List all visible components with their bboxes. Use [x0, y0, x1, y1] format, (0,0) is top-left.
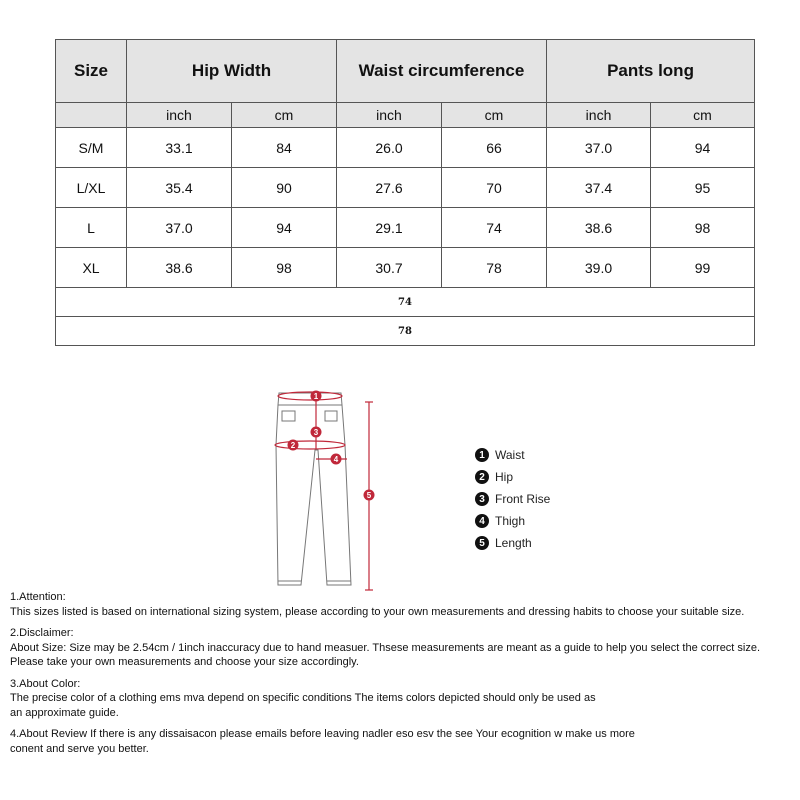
size-chart-table	[55, 39, 755, 346]
note-text: 4.About Review If there is any dissaisacon please emails before leaving nadler eso esv the see Your ecognition w make us more	[10, 728, 635, 740]
cell-hip-cm: 84	[232, 128, 337, 168]
legend-item-thigh	[475, 510, 550, 532]
note-color	[10, 677, 800, 721]
cell-hip-cm: 94	[232, 208, 337, 248]
cell-waist-cm: 70	[442, 168, 547, 208]
header-size: Size	[56, 40, 127, 103]
number-badge-icon: 4	[475, 514, 489, 528]
group-header-row	[56, 40, 755, 103]
marker-4	[331, 454, 342, 465]
note-text: This sizes listed is based on international sizing system, please according to your own measurements and dressing habits to choose your suitable size.	[10, 605, 745, 618]
number-badge-icon: 1	[475, 448, 489, 462]
header-waist: Waist circumference	[337, 40, 547, 103]
size-notes	[10, 590, 800, 763]
cell-hip-cm: 90	[232, 168, 337, 208]
unit-hip-inch: inch	[127, 103, 232, 128]
marker-1	[311, 391, 322, 402]
extra-row-value: 78	[56, 317, 755, 346]
svg-text:3: 3	[313, 428, 319, 437]
note-title: 1.Attention:	[10, 591, 66, 603]
cell-waist-inch: 29.1	[337, 208, 442, 248]
measurement-lines	[275, 392, 373, 590]
measurement-legend	[475, 444, 550, 554]
cell-hip-inch: 37.0	[127, 208, 232, 248]
unit-header-row	[56, 103, 755, 128]
legend-label: Thigh	[495, 514, 526, 528]
unit-blank	[56, 103, 127, 128]
cell-waist-inch: 26.0	[337, 128, 442, 168]
unit-waist-inch: inch	[337, 103, 442, 128]
extra-row-value: 74	[56, 288, 755, 317]
svg-text:1: 1	[313, 392, 319, 401]
legend-item-hip	[475, 466, 550, 488]
pants-outline	[276, 393, 351, 585]
unit-hip-cm: cm	[232, 103, 337, 128]
table-row	[56, 128, 755, 168]
cell-waist-inch: 27.6	[337, 168, 442, 208]
cell-hip-inch: 33.1	[127, 128, 232, 168]
cell-waist-cm: 78	[442, 248, 547, 288]
cell-hip-inch: 35.4	[127, 168, 232, 208]
note-text: The precise color of a clothing ems mva depend on specific conditions The items colors depicted should only be used as	[10, 692, 596, 704]
legend-item-waist	[475, 444, 550, 466]
cell-length-cm: 95	[651, 168, 755, 208]
note-title: 2.Disclaimer:	[10, 627, 74, 639]
cell-hip-inch: 38.6	[127, 248, 232, 288]
marker-2	[288, 440, 299, 451]
cell-length-inch: 38.6	[547, 208, 651, 248]
cell-size: S/M	[56, 128, 127, 168]
legend-item-front-rise	[475, 488, 550, 510]
extra-row	[56, 288, 755, 317]
table-row	[56, 208, 755, 248]
cell-size: XL	[56, 248, 127, 288]
cell-size: L/XL	[56, 168, 127, 208]
note-title: 3.About Color:	[10, 677, 81, 690]
table-row	[56, 168, 755, 208]
cell-length-cm: 94	[651, 128, 755, 168]
cell-length-cm: 98	[651, 208, 755, 248]
note-review	[10, 727, 800, 756]
legend-label: Front Rise	[495, 492, 551, 506]
header-pants-long: Pants long	[547, 40, 755, 103]
header-hip-width: Hip Width	[127, 40, 337, 103]
cell-length-cm: 99	[651, 248, 755, 288]
legend-label: Length	[495, 536, 532, 550]
note-attention	[10, 590, 800, 619]
note-disclaimer	[10, 626, 800, 670]
marker-3	[311, 427, 322, 438]
legend-label: Waist	[495, 448, 525, 462]
cell-waist-cm: 66	[442, 128, 547, 168]
table-row	[56, 248, 755, 288]
legend-label: Hip	[495, 470, 514, 484]
cell-size: L	[56, 208, 127, 248]
cell-length-inch: 37.0	[547, 128, 651, 168]
number-badge-icon: 5	[475, 536, 489, 550]
svg-text:4: 4	[333, 455, 339, 464]
extra-row	[56, 317, 755, 346]
cell-hip-cm: 98	[232, 248, 337, 288]
unit-waist-cm: cm	[442, 103, 547, 128]
unit-length-inch: inch	[547, 103, 651, 128]
pants-measurement-diagram	[265, 385, 395, 595]
cell-waist-inch: 30.7	[337, 248, 442, 288]
cell-waist-cm: 74	[442, 208, 547, 248]
cell-length-inch: 37.4	[547, 168, 651, 208]
legend-item-length	[475, 532, 550, 554]
note-text: Please take your own measurements and choose your size accordingly.	[10, 656, 359, 668]
number-badge-icon: 2	[475, 470, 489, 484]
note-text: conent and serve you better.	[10, 742, 149, 755]
number-badge-icon: 3	[475, 492, 489, 506]
unit-length-cm: cm	[651, 103, 755, 128]
svg-text:2: 2	[290, 441, 296, 450]
svg-text:5: 5	[366, 491, 372, 500]
note-text: About Size: Size may be 2.54cm / 1inch inaccuracy due to hand measuer. Thsese measurements are meant as a guide to help you select the correct size.	[10, 641, 761, 654]
cell-length-inch: 39.0	[547, 248, 651, 288]
note-text: an approximate guide.	[10, 706, 119, 719]
marker-5	[364, 490, 375, 501]
